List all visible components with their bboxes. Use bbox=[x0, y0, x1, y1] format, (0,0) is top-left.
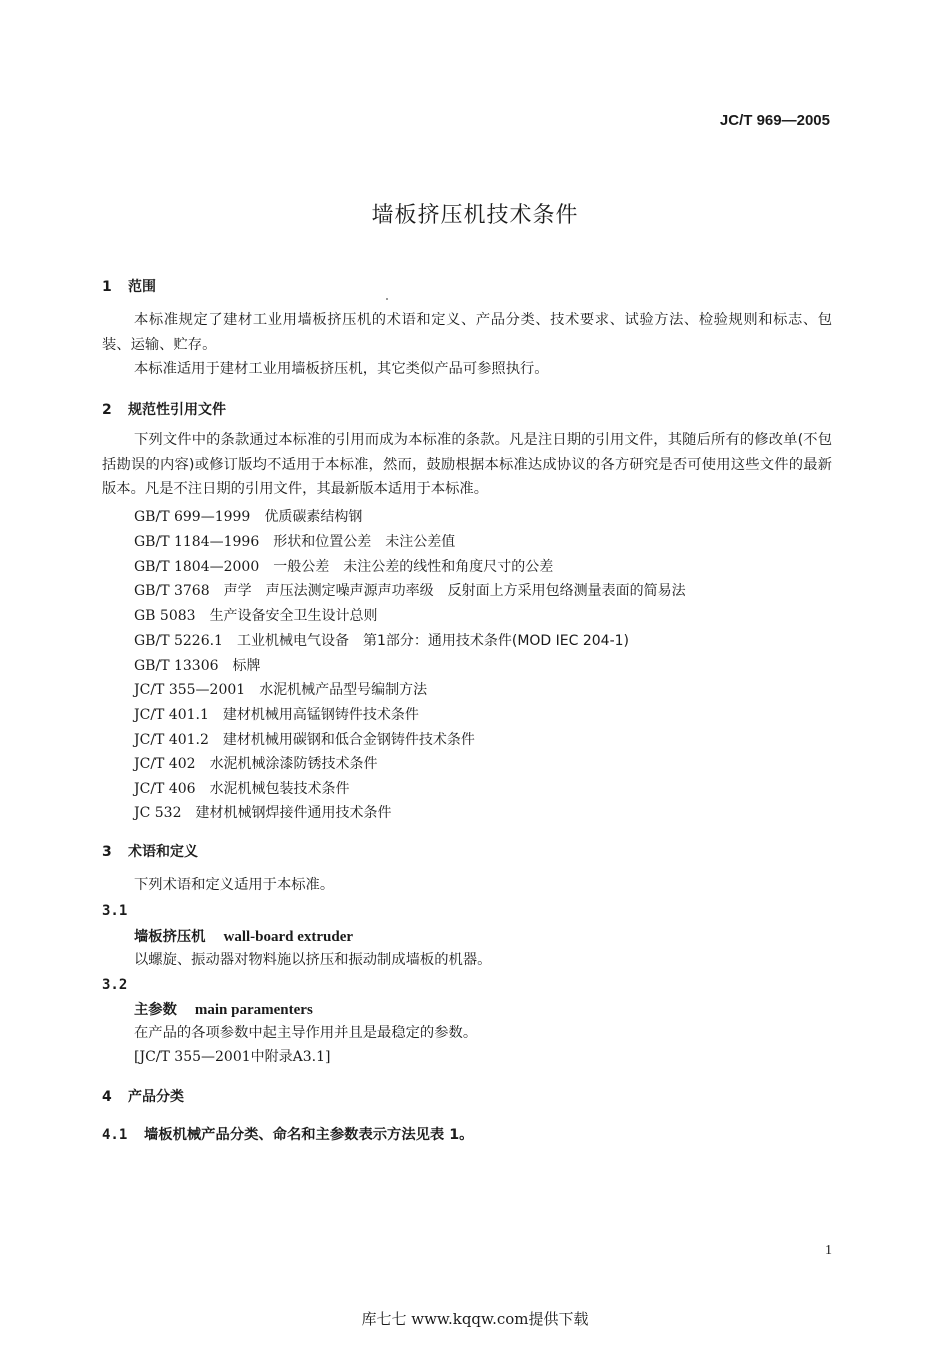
reference-title: 水泥机械包装技术条件 bbox=[209, 781, 350, 797]
reference-item bbox=[134, 556, 553, 576]
reference-title: 工业机械电气设备 第1部分：通用技术条件(MOD IEC 204-1) bbox=[236, 633, 630, 649]
term-2-english: main paramenters bbox=[194, 1002, 313, 1018]
clause-4-1-number: 4.1 bbox=[102, 1127, 128, 1143]
term-2-number: 3.2 bbox=[102, 977, 128, 993]
reference-code: JC/T 402 bbox=[134, 756, 196, 772]
reference-item bbox=[134, 679, 427, 699]
section-1-paragraph-2: 本标准适用于建材工业用墙板挤压机，其它类似产品可参照执行。 bbox=[134, 361, 549, 377]
section-2-paragraph-1: 下列文件中的条款通过本标准的引用而成为本标准的条款。凡是注日期的引用文件，其随后所有的修改单(不包括勘误的内容)或修订版均不适用于本标准，然而，鼓励根据本标准达成协议的各方研究是否可使用这些文件的最新版本。凡是不注日期的引用文件，其最新版本适用于本标准。 bbox=[102, 432, 832, 497]
section-3-paragraph-1: 下列术语和定义适用于本标准。 bbox=[134, 877, 335, 893]
section-3-heading bbox=[102, 841, 198, 861]
reference-item bbox=[134, 531, 455, 551]
reference-code: JC/T 401.1 bbox=[134, 707, 209, 723]
page-number: 1 bbox=[825, 1243, 832, 1258]
reference-item bbox=[134, 704, 419, 724]
reference-code: GB 5083 bbox=[134, 608, 196, 624]
section-4-heading bbox=[102, 1086, 184, 1106]
section-2-heading bbox=[102, 399, 226, 419]
section-4-title: 产品分类 bbox=[128, 1089, 184, 1105]
reference-item bbox=[134, 729, 475, 749]
reference-title: 水泥机械产品型号编制方法 bbox=[259, 682, 428, 698]
reference-title: 标牌 bbox=[232, 658, 261, 674]
reference-code: GB/T 1184—1996 bbox=[134, 534, 260, 550]
term-1-definition: 以螺旋、振动器对物料施以挤压和振动制成墙板的机器。 bbox=[134, 952, 492, 968]
reference-code: GB/T 3768 bbox=[134, 583, 210, 599]
reference-item bbox=[134, 778, 350, 798]
reference-code: JC/T 406 bbox=[134, 781, 196, 797]
reference-item bbox=[134, 506, 362, 526]
section-2-number: 2 bbox=[102, 402, 112, 418]
reference-title: 形状和位置公差 未注公差值 bbox=[273, 534, 456, 550]
reference-code: JC/T 401.2 bbox=[134, 732, 209, 748]
term-1-number: 3.1 bbox=[102, 903, 128, 919]
reference-item bbox=[134, 605, 378, 625]
reference-title: 声学 声压法测定噪声源声功率级 反射面上方采用包络测量表面的简易法 bbox=[223, 583, 686, 599]
term-1-name: 墙板挤压机 bbox=[134, 929, 206, 945]
term-2-source-note: [JC/T 355—2001中附录A3.1] bbox=[134, 1049, 331, 1065]
section-2-title: 规范性引用文件 bbox=[128, 402, 226, 418]
reference-item bbox=[134, 630, 629, 650]
clause-4-1 bbox=[102, 1124, 473, 1144]
reference-item bbox=[134, 580, 686, 600]
reference-title: 生产设备安全卫生设计总则 bbox=[209, 608, 378, 624]
reference-item bbox=[134, 753, 378, 773]
reference-title: 建材机械用高锰钢铸件技术条件 bbox=[222, 707, 419, 723]
reference-code: JC/T 355—2001 bbox=[134, 682, 246, 698]
reference-code: GB/T 5226.1 bbox=[134, 633, 223, 649]
section-1-paragraph-1: 本标准规定了建材工业用墙板挤压机的术语和定义、产品分类、技术要求、试验方法、检验规则和标志、包装、运输、贮存。 bbox=[102, 312, 832, 353]
document-title: 墙板挤压机技术条件 bbox=[371, 203, 579, 228]
term-1-heading bbox=[134, 926, 353, 946]
reference-title: 水泥机械涂漆防锈技术条件 bbox=[209, 756, 378, 772]
reference-title: 一般公差 未注公差的线性和角度尺寸的公差 bbox=[273, 559, 554, 575]
reference-item bbox=[134, 802, 392, 822]
term-2-heading bbox=[134, 999, 313, 1019]
reference-title: 优质碳素结构钢 bbox=[264, 509, 363, 525]
reference-item bbox=[134, 655, 261, 675]
scan-speck bbox=[386, 298, 388, 300]
reference-title: 建材机械钢焊接件通用技术条件 bbox=[195, 805, 392, 821]
term-1-english: wall-board extruder bbox=[223, 929, 354, 945]
term-2-definition: 在产品的各项参数中起主导作用并且是最稳定的参数。 bbox=[134, 1025, 478, 1041]
section-1-title: 范围 bbox=[128, 279, 156, 295]
reference-code: GB/T 1804—2000 bbox=[134, 559, 260, 575]
standard-code: JC/T 969—2005 bbox=[719, 112, 830, 129]
section-1-heading bbox=[102, 276, 156, 296]
term-2-name: 主参数 bbox=[134, 1002, 177, 1018]
reference-code: GB/T 699—1999 bbox=[134, 509, 251, 525]
reference-code: GB/T 13306 bbox=[134, 658, 219, 674]
clause-4-1-text: 墙板机械产品分类、命名和主参数表示方法见表 1。 bbox=[144, 1127, 474, 1143]
section-4-number: 4 bbox=[102, 1089, 112, 1105]
section-3-number: 3 bbox=[102, 844, 112, 860]
reference-title: 建材机械用碳钢和低合金钢铸件技术条件 bbox=[222, 732, 475, 748]
section-3-title: 术语和定义 bbox=[128, 844, 198, 860]
download-footer: 库七七 www.kqqw.com提供下载 bbox=[361, 1310, 589, 1328]
reference-code: JC 532 bbox=[134, 805, 182, 821]
section-1-number: 1 bbox=[102, 279, 112, 295]
